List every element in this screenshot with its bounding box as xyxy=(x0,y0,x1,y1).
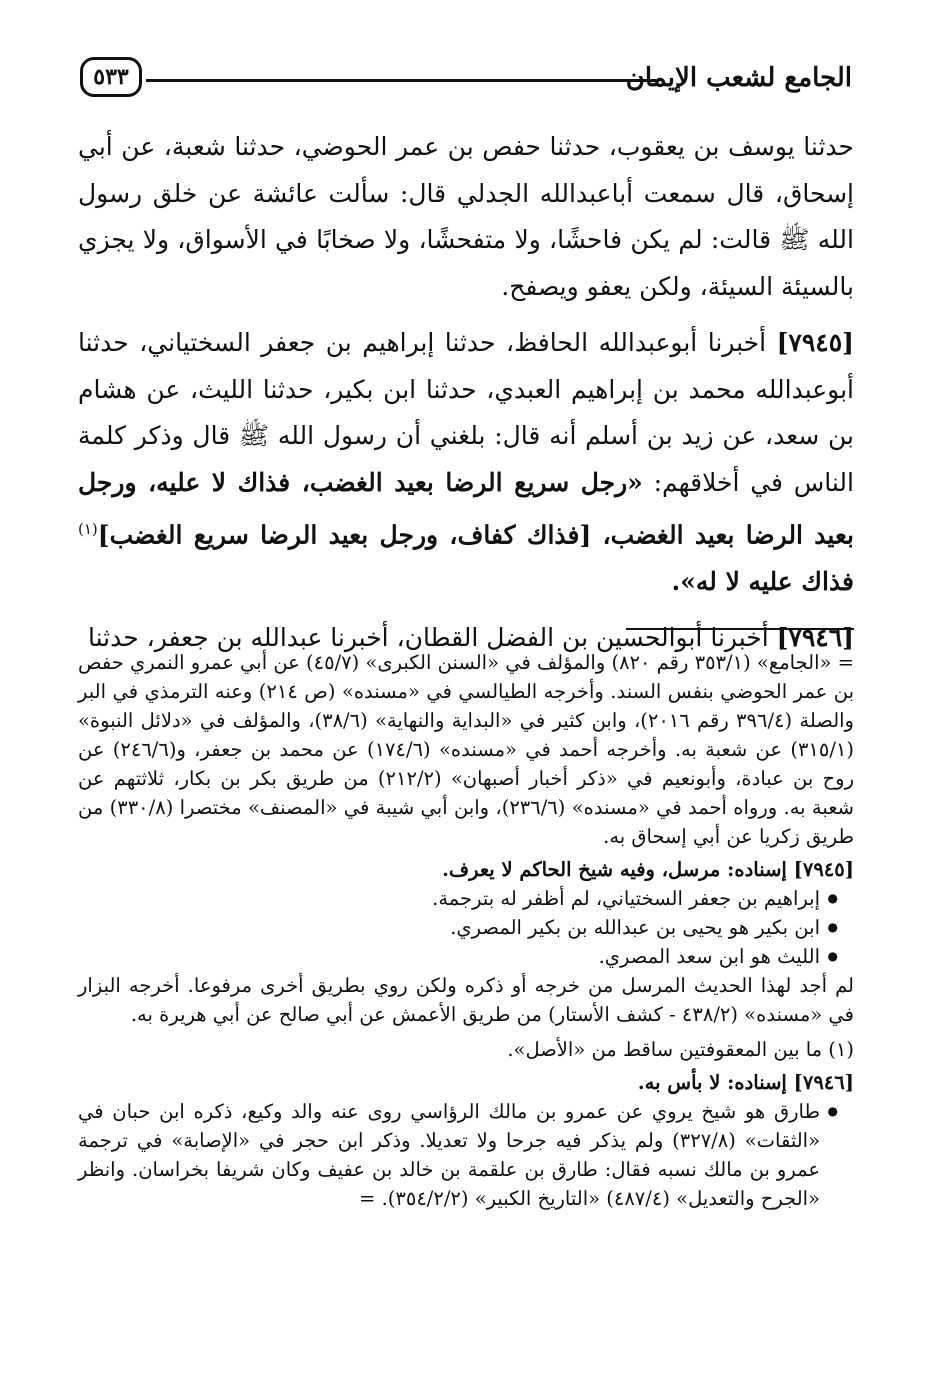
hadith-number: [٧٩٤٦] xyxy=(776,623,854,653)
page-number: ٥٣٣ xyxy=(80,57,142,97)
hadith-quote: «رجل سريع الرضا بعيد الغضب، فذاك لا عليه، ورجل بعيد الرضا بعيد الغضب، [فذاك كفاف، ورجل بعيد الرضا سريع الغضب] xyxy=(78,467,854,550)
list-item: ● طارق هو شيخ يروي عن عمرو بن مالك الرؤاسي روى عنه والد وكيع، ذكره ابن حبان في «الثقات» (٣٢٧/٨) ولم يذكر فيه جرحا ولا تعديلا. وذكر ابن حجر في «الإصابة» في ترجمة عمرو بن مالك نسبه فقال: طارق بن علقمة بن خالد بن عفيف وكان شريفا بخراسان. وانظر «الجرح والتعديل» (٤٨٧/٤) «التاريخ الكبير» (٣٥٤/٢/٢). = xyxy=(78,1097,838,1213)
footnote-7946-list xyxy=(78,1097,854,1213)
paragraph-1: حدثنا يوسف بن يعقوب، حدثنا حفص بن عمر الحوضي، حدثنا شعبة، عن أبي إسحاق، قال سمعت أباعبدالله الجدلي قال: سألت عائشة عن خلق رسول الله ﷺ قالت: لم يكن فاحشًا، ولا متفحشًا، ولا صخابًا في الأسواق، ولا يجزي بالسيئة السيئة، ولكن يعفو ويصفح. xyxy=(78,132,854,301)
header-rule xyxy=(146,79,656,82)
isnad-text: أخبرنا أبوعبدالله الحافظ، حدثنا إبراهيم بن جعفر السختياني، حدثنا أبوعبدالله محمد بن إبراهيم العبدي، حدثنا ابن بكير، حدثنا الليث، عن هشام بن سعد، عن زيد بن أسلم أنه قال: بلغني أن رسول الله ﷺ قال وذكر كلمة الناس في أخلاقهم: xyxy=(78,328,854,497)
footnote-7946-heading: [٧٩٤٦] إسناده: لا بأس به. xyxy=(637,1071,854,1094)
footnote-7945-list xyxy=(78,884,854,971)
hadith-quote-end: فذاك عليه لا له». xyxy=(671,566,854,596)
footnote-7945-text: لم أجد لهذا الحديث المرسل من خرجه أو ذكره ولكن روي بطريق أخرى مرفوعا. أخرجه البزار في «مسنده» (٤٣٨/٢ - كشف الأستار) من طريق الأعمش عن أبي صالح عن أبي هريرة به. xyxy=(78,974,854,1026)
footnote-continuation: = «الجامع» (٣٥٣/١ رقم ٨٢٠) والمؤلف في «السنن الكبرى» (٤٥/٧) عن أبي عمرو النمري حفص بن عمر الحوضي بنفس السند. وأخرجه الطيالسي في «مسنده» (ص ٢١٤) وعنه الترمذي في البر والصلة (٣٩٦/٤ رقم ٢٠١٦)، وابن كثير في «البداية والنهاية» (٣٨/٦)، والمؤلف في «دلائل النبوة» (٣١٥/١) عن شعبة به. وأخرجه أحمد في «مسنده» (١٧٤/٦) عن محمد بن جعفر، و(٢٤٦/٦) عن روح بن عبادة، وأبونعيم في «ذكر أخبار أصبهان» (٢١٢/٢) من طريق بكر بن بكار، ثلاثتهم عن شعبة به. ورواه أحمد في «مسنده» (٢٣٦/٦)، وابن أبي شيبة في «المصنف» مختصرا (٣٣٠/٨) من طريق زكريا عن أبي إسحاق به. xyxy=(78,651,855,848)
footnote-7945-heading: [٧٩٤٥] إسناده: مرسل، وفيه شيخ الحاكم لا يعرف. xyxy=(442,858,854,881)
main-text xyxy=(78,124,854,672)
hadith-number: [٧٩٤٥] xyxy=(776,328,854,357)
paragraph-7945 xyxy=(78,320,854,605)
running-header xyxy=(80,55,852,105)
isnad-text: أخبرنا أبوالحسين بن الفضل القطان، أخبرنا عبدالله بن جعفر، حدثنا xyxy=(87,623,769,653)
list-item: ● إبراهيم بن جعفر السختياني، لم أظفر له بترجمة. xyxy=(78,884,838,913)
list-item: ● الليث هو ابن سعد المصري. xyxy=(78,942,838,971)
footnote-1: (١) ما بين المعقوفتين ساقط من «الأصل». xyxy=(507,1038,854,1061)
footnotes xyxy=(78,648,854,1213)
book-title: الجامع لشعب الإيمان xyxy=(625,63,852,93)
footnote-marker[interactable]: (١) xyxy=(78,520,98,538)
footnote-separator xyxy=(626,628,854,630)
list-item: ● ابن بكير هو يحيى بن عبدالله بن بكير المصري. xyxy=(78,913,838,942)
